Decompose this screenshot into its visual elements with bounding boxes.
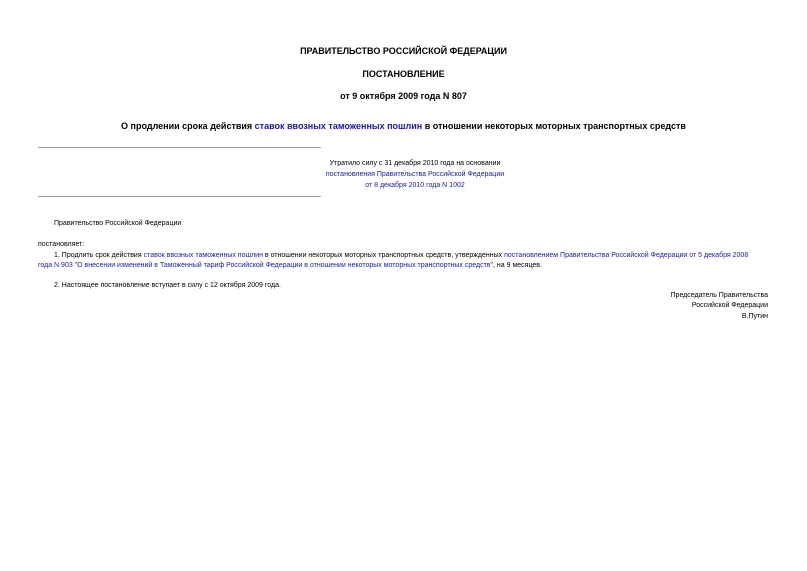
title-prefix: О продлении срока действия (121, 121, 255, 131)
doc-type-heading: ПОСТАНОВЛЕНИЕ (362, 69, 445, 79)
intro-text: Правительство Российской Федерации (54, 220, 182, 227)
p1-text-b: в отношении некоторых моторных транспортных средств, утвержденных (262, 252, 505, 259)
paragraph-1-line1 (54, 251, 748, 261)
government-heading: ПРАВИТЕЛЬСТВО РОССИЙСКОЙ ФЕДЕРАЦИИ (300, 46, 507, 56)
status-note-link-decree[interactable]: постановления Правительства Российской Федерации (325, 171, 505, 178)
bottom-divider (38, 196, 321, 197)
p1-link-duty-rates[interactable]: ставок ввозных таможенных пошлин (143, 252, 263, 259)
document-title (0, 121, 807, 132)
p1-link-decree-903[interactable]: постановлением Правительства Российской Федерации от 5 декабря 2008 (504, 252, 749, 259)
status-note-line1: Утратило силу с 31 декабря 2010 года на основании (329, 160, 501, 167)
decrees-text: постановляет: (38, 241, 85, 248)
signature-title-line1: Председатель Правительства (670, 292, 768, 299)
paragraph-2: 2. Настоящее постановление вступает в силу с 12 октября 2009 года. (54, 282, 281, 289)
date-line: от 9 октября 2009 года N 807 (340, 91, 467, 101)
signature-name: В.Путин (741, 313, 768, 320)
signature-title-line2: Российской Федерации (691, 302, 768, 309)
p1-text-a: 1. Продлить срок действия (54, 252, 144, 259)
paragraph-1-line2 (38, 261, 542, 271)
p1-link-decree-903-title[interactable]: года N 903 "О внесении изменений в Таможенный тариф Российской Федерации в отношении некоторых моторных транспортных средств" (38, 262, 494, 269)
title-suffix: в отношении некоторых моторных транспортных средств (422, 121, 686, 131)
status-note-link-date[interactable]: от 8 декабря 2010 года N 1002 (365, 182, 465, 189)
title-link-duty-rates[interactable]: ставок ввозных таможенных пошлин (254, 121, 423, 131)
p1-text-c: , на 9 месяцев. (493, 262, 542, 269)
top-divider (38, 147, 321, 148)
